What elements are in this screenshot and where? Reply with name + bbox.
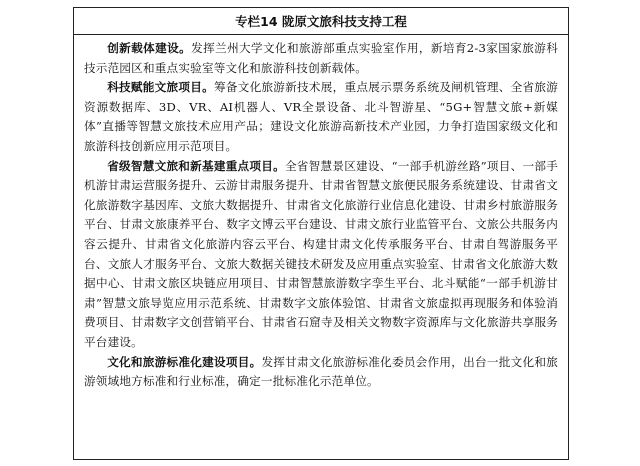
- paragraph-text: 发挥兰州大学文化和旅游部重点实验室作用，新培育2-3家国家旅游科技示范园区和重点实验室等文化和旅游科技创新载体。: [84, 41, 559, 75]
- paragraph-text: 全省智慧景区建设、“一部手机游丝路”项目、一部手机游甘肃运营服务提升、云游甘肃服务提升、甘肃省智慧文旅便民服务系统建设、甘肃省文化旅游数字基因库、文旅大数据提升、甘肃省文化旅游行业信息化建设、甘肃乡村旅游服务平台、甘肃文旅康养平台、数字文博云平台建设、甘肃文旅行业监管平台、文旅公共服务内容云提升、甘肃省文化旅游内容云平台、构建甘肃文化传承服务平台、甘肃自驾游服务平台、文旅人才服务平台、文旅大数据关键技术研发及应用重点实验室、甘肃省文化旅游大数据中心、甘肃文旅区块链应用项目、甘肃智慧旅游数字孪生平台、北斗赋能“一部手机游甘肃”智慧文旅导览应用示范系统、甘肃数字文旅体验馆、甘肃省文旅虚拟再现服务和体验消费项目、甘肃数字文创营销平台、甘肃省石窟寺及相关文物数字资源库与文化旅游共享服务平台建设。: [84, 158, 558, 349]
- paragraph-innovation-carriers: [84, 39, 558, 78]
- paragraph-standardization: [84, 353, 558, 392]
- box-content: [74, 35, 568, 392]
- paragraph-text: 筹备文化旅游新技术展，重点展示票务系统及闸机管理、全省旅游资源数据库、3D、VR、AI机器人、VR全景设备、北斗智游星、“5G+智慧文旅+新媒体”直播等智慧文旅技术应用产品；建设文化旅游高新技术产业园，力争打造国家级文化和旅游科技创新应用示范项目。: [84, 80, 558, 153]
- paragraph-smart-tourism-projects: [84, 157, 558, 353]
- feature-box: [73, 7, 569, 460]
- paragraph-text: 发挥甘肃文化旅游标准化委员会作用，出台一批文化和旅游领域地方标准和行业标准，确定一批标准化示范单位。: [84, 354, 558, 389]
- paragraph-lead: 省级智慧文旅和新基建重点项目。: [107, 158, 285, 173]
- paragraph-lead: 文化和旅游标准化建设项目。: [107, 354, 262, 369]
- paragraph-lead: 创新载体建设。: [107, 41, 192, 55]
- box-title: 专栏14 陇原文旅科技支持工程: [74, 8, 568, 35]
- paragraph-tech-empowerment: [84, 78, 558, 156]
- paragraph-lead: 科技赋能文旅项目。: [107, 80, 214, 95]
